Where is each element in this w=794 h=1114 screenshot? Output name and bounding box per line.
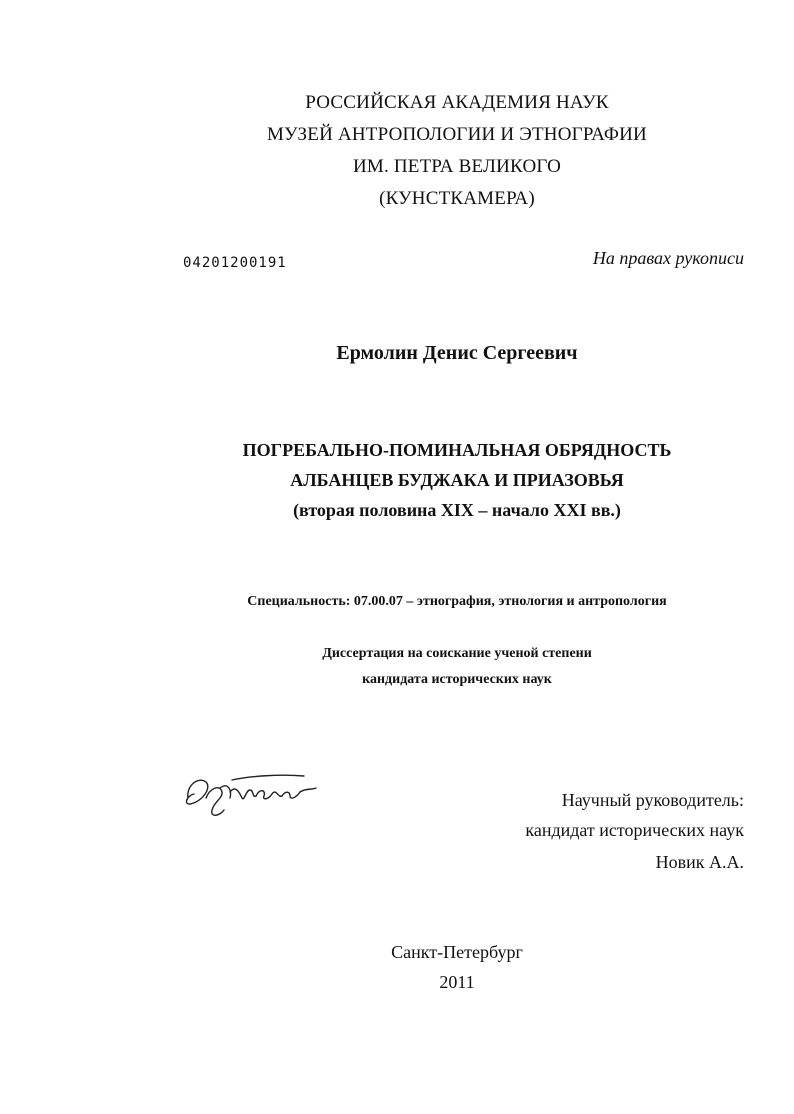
supervisor-label: Научный руководитель:: [561, 790, 744, 810]
year: 2011: [439, 972, 475, 992]
specialty-line: Специальность: 07.00.07 – этнография, этнология и антропология: [247, 594, 667, 609]
author-name: Ермолин Денис Сергеевич: [336, 342, 578, 364]
registration-code: 04201200191: [183, 255, 287, 271]
institution-line-4: (КУНСТКАМЕРА): [379, 188, 535, 209]
title-line-2: АЛБАНЦЕВ БУДЖАКА И ПРИАЗОВЬЯ: [290, 470, 624, 490]
institution-line-1: РОССИЙСКАЯ АКАДЕМИЯ НАУК: [305, 92, 609, 113]
institution-line-2: МУЗЕЙ АНТРОПОЛОГИИ И ЭТНОГРАФИИ: [267, 124, 647, 145]
author-signature: [180, 762, 330, 822]
dissertation-line-2: кандидата исторических наук: [362, 672, 552, 687]
dissertation-line-1: Диссертация на соискание ученой степени: [322, 646, 592, 661]
city: Санкт-Петербург: [391, 942, 523, 962]
title-line-3: (вторая половина XIX – начало XXI вв.): [293, 500, 621, 520]
rights-note: На правах рукописи: [592, 248, 744, 268]
institution-line-3: ИМ. ПЕТРА ВЕЛИКОГО: [352, 156, 562, 177]
supervisor-degree: кандидат исторических наук: [525, 820, 744, 840]
supervisor-name: Новик А.А.: [655, 852, 744, 872]
title-line-1: ПОГРЕБАЛЬНО-ПОМИНАЛЬНАЯ ОБРЯДНОСТЬ: [242, 440, 672, 460]
